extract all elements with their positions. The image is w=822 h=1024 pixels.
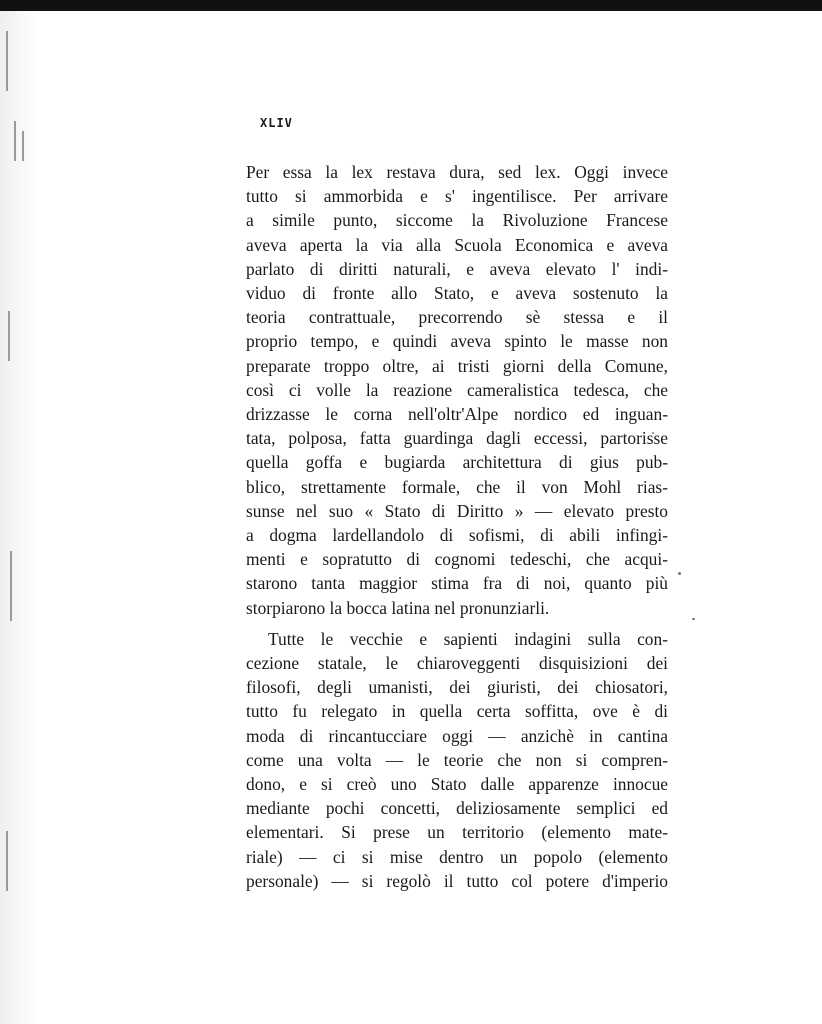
text-line: proprio tempo, e quindi aveva spinto le masse non: [246, 331, 668, 352]
text-line: sunse nel suo « Stato di Diritto » — elevato presto: [246, 500, 668, 521]
page-number: XLIV: [260, 116, 293, 130]
scan-left-edge: [0, 11, 38, 1024]
scan-top-border: [0, 0, 822, 11]
text-line: drizzasse le corna nell'oltr'Alpe nordico ed inguan-: [246, 404, 668, 425]
scan-speck: [678, 572, 681, 575]
scan-edge-mark: [6, 831, 8, 891]
scan-edge-mark: [10, 551, 12, 621]
text-line: menti e sopratutto di cognomi tedeschi, che acqui-: [246, 549, 668, 570]
scan-edge-mark: [8, 311, 10, 361]
text-line: moda di rincantucciare oggi — anzichè in cantina: [246, 725, 668, 746]
text-line: a simile punto, siccome la Rivoluzione Francese: [246, 210, 668, 231]
text-line: Tutte le vecchie e sapienti indagini sulla con-: [268, 628, 668, 649]
paragraph-1: [246, 160, 668, 620]
text-line: parlato di diritti naturali, e aveva elevato l' indi-: [246, 258, 668, 279]
text-line: elementari. Si prese un territorio (elemento mate-: [246, 822, 668, 843]
text-line: blico, strettamente formale, che il von Mohl rias-: [246, 476, 668, 497]
text-line: tutto fu relegato in quella certa soffitta, ove è di: [246, 701, 668, 722]
text-line: tutto si ammorbida e s' ingentilisce. Per arrivare: [246, 186, 668, 207]
text-line: riale) — ci si mise dentro un popolo (elemento: [246, 846, 668, 867]
text-line: dono, e si creò uno Stato dalle apparenze innocue: [246, 774, 668, 795]
text-line: cezione statale, le chiaroveggenti disquisizioni dei: [246, 653, 668, 674]
scan-edge-mark: [14, 121, 16, 161]
body-text: [246, 160, 668, 893]
text-line: starono tanta maggior stima fra di noi, quanto più: [246, 573, 668, 594]
text-line: tata, polposa, fatta guardinga dagli eccessi, partorisse: [246, 428, 668, 449]
text-line: come una volta — le teorie che non si compren-: [246, 749, 668, 770]
text-line: a dogma lardellandolo di sofismi, di abili infingi-: [246, 525, 668, 546]
text-line: teoria contrattuale, precorrendo sè stessa e il: [246, 307, 668, 328]
text-line: personale) — si regolò il tutto col potere d'imperio: [246, 870, 668, 891]
text-line: Per essa la lex restava dura, sed lex. Oggi invece: [246, 162, 668, 182]
text-line: così ci volle la reazione cameralistica tedesca, che: [246, 379, 668, 400]
text-line: quella goffa e bugiarda architettura di gius pub-: [246, 452, 668, 473]
paragraph-2: [246, 627, 668, 893]
text-line: preparate troppo oltre, ai tristi giorni della Comune,: [246, 355, 668, 376]
text-line: mediante pochi concetti, deliziosamente semplici ed: [246, 798, 668, 819]
scan-edge-mark: [22, 131, 24, 161]
scan-edge-mark: [6, 31, 8, 91]
scan-speck: [692, 618, 695, 620]
paragraph-gap: [246, 620, 668, 627]
text-line: storpiarono la bocca latina nel pronunziarli.: [246, 597, 550, 618]
text-line: aveva aperta la via alla Scuola Economica e aveva: [246, 234, 668, 255]
text-line: viduo di fronte allo Stato, e aveva sostenuto la: [246, 283, 668, 304]
text-line: filosofi, degli umanisti, dei giuristi, dei chiosatori,: [246, 677, 668, 698]
